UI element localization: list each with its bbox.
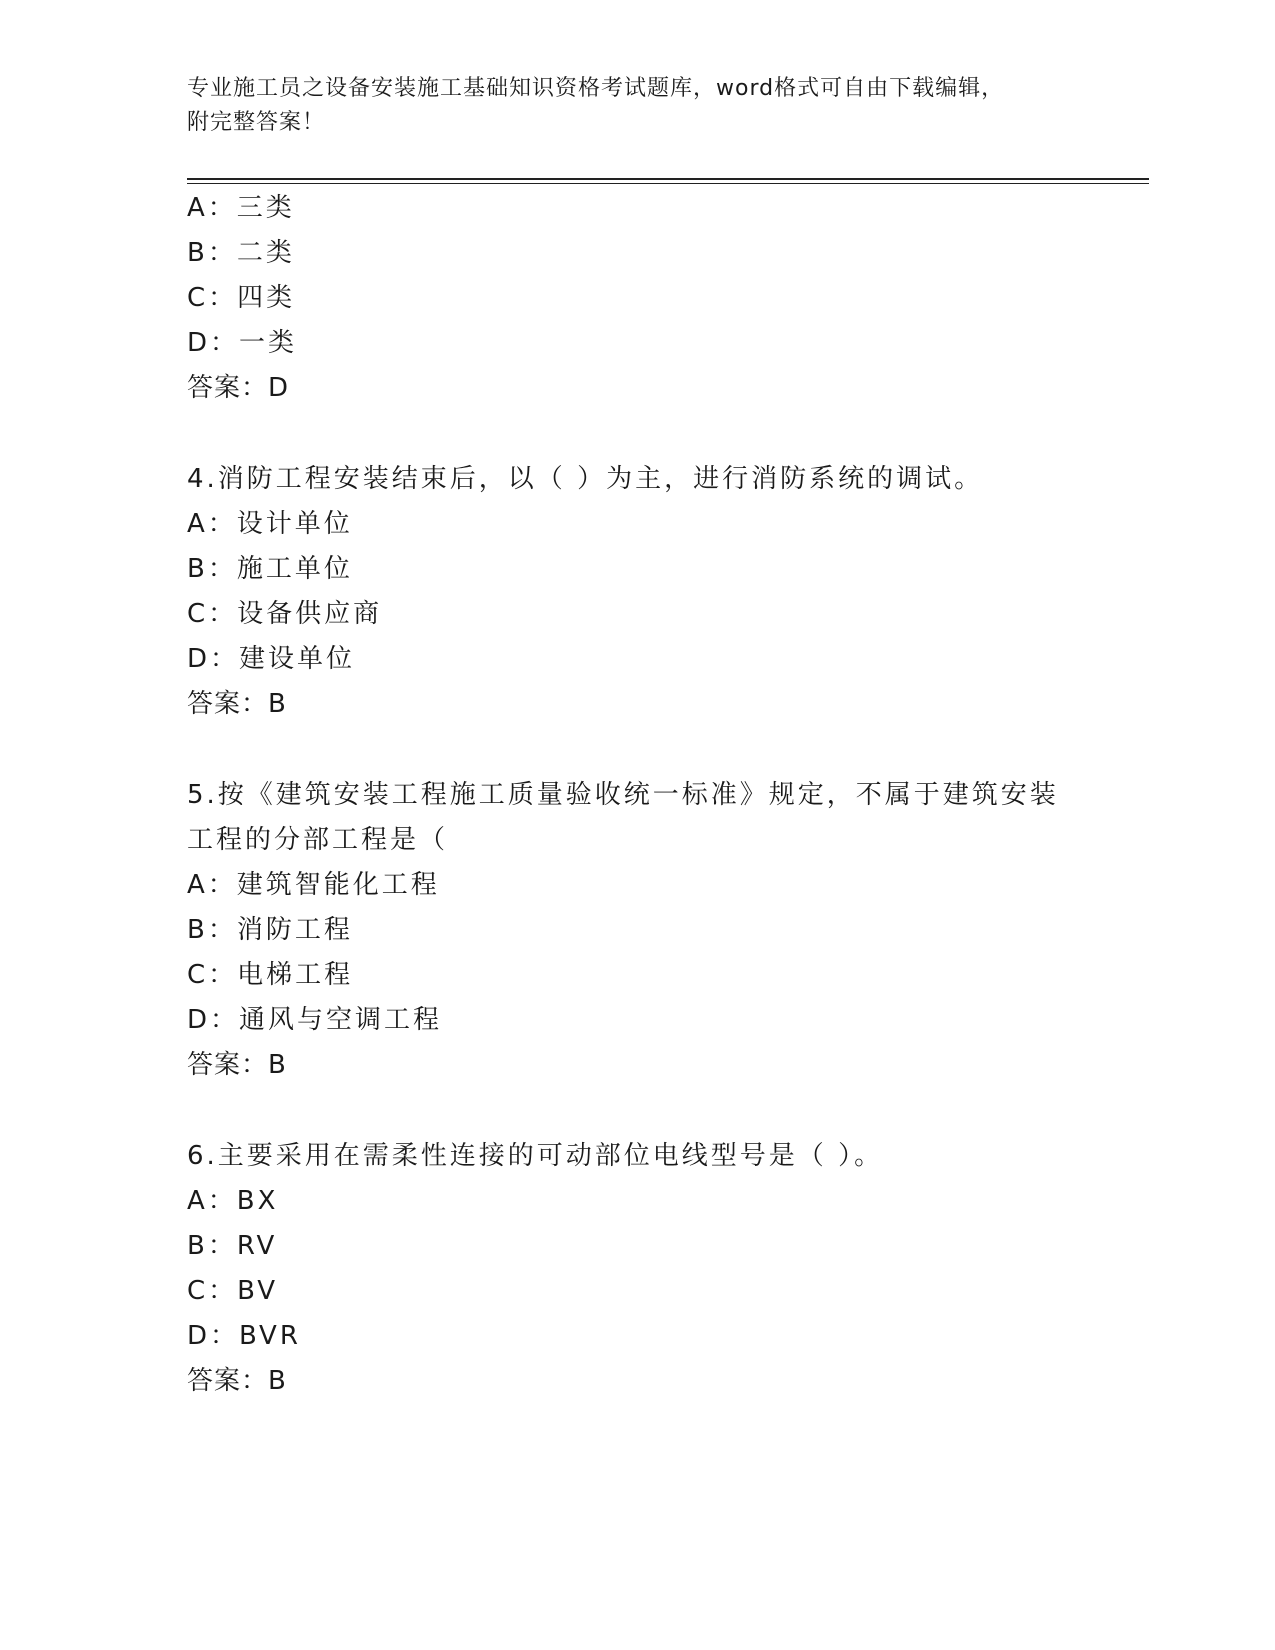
header-divider	[187, 178, 1149, 180]
header-line-2: 附完整答案！	[187, 110, 326, 135]
option-b: B：施工单位	[187, 554, 353, 584]
header-divider-thin	[187, 183, 1149, 184]
option-d: D：通风与空调工程	[187, 1005, 443, 1035]
answer: 答案：D	[187, 373, 290, 403]
answer: 答案：B	[187, 689, 287, 719]
document-header	[187, 72, 1067, 140]
answer: 答案：B	[187, 1050, 287, 1080]
question-6: 6.主要采用在需柔性连接的可动部位电线型号是（ ）。	[187, 1141, 884, 1171]
option-b: B：消防工程	[187, 915, 353, 945]
option-a: A：设计单位	[187, 509, 353, 539]
option-a: A：BX	[187, 1186, 279, 1216]
option-c: C：电梯工程	[187, 960, 354, 990]
answer: 答案：B	[187, 1366, 287, 1396]
question-5-line-2: 工程的分部工程是（	[187, 825, 449, 855]
question-4: 4.消防工程安装结束后，以（ ）为主，进行消防系统的调试。	[187, 464, 984, 494]
question-5-line-1: 5.按《建筑安装工程施工质量验收统一标准》规定，不属于建筑安装	[187, 780, 1059, 810]
option-d: D：建设单位	[187, 644, 356, 674]
option-c: C：四类	[187, 283, 296, 313]
option-a: A：三类	[187, 193, 295, 223]
option-b: B：二类	[187, 238, 295, 268]
option-c: C：设备供应商	[187, 599, 383, 629]
option-d: D：一类	[187, 328, 298, 358]
header-line-1: 专业施工员之设备安装施工基础知识资格考试题库，word格式可自由下载编辑，	[187, 76, 1005, 101]
option-b: B：RV	[187, 1231, 278, 1261]
option-c: C：BV	[187, 1276, 278, 1306]
option-a: A：建筑智能化工程	[187, 870, 440, 900]
option-d: D：BVR	[187, 1321, 301, 1351]
